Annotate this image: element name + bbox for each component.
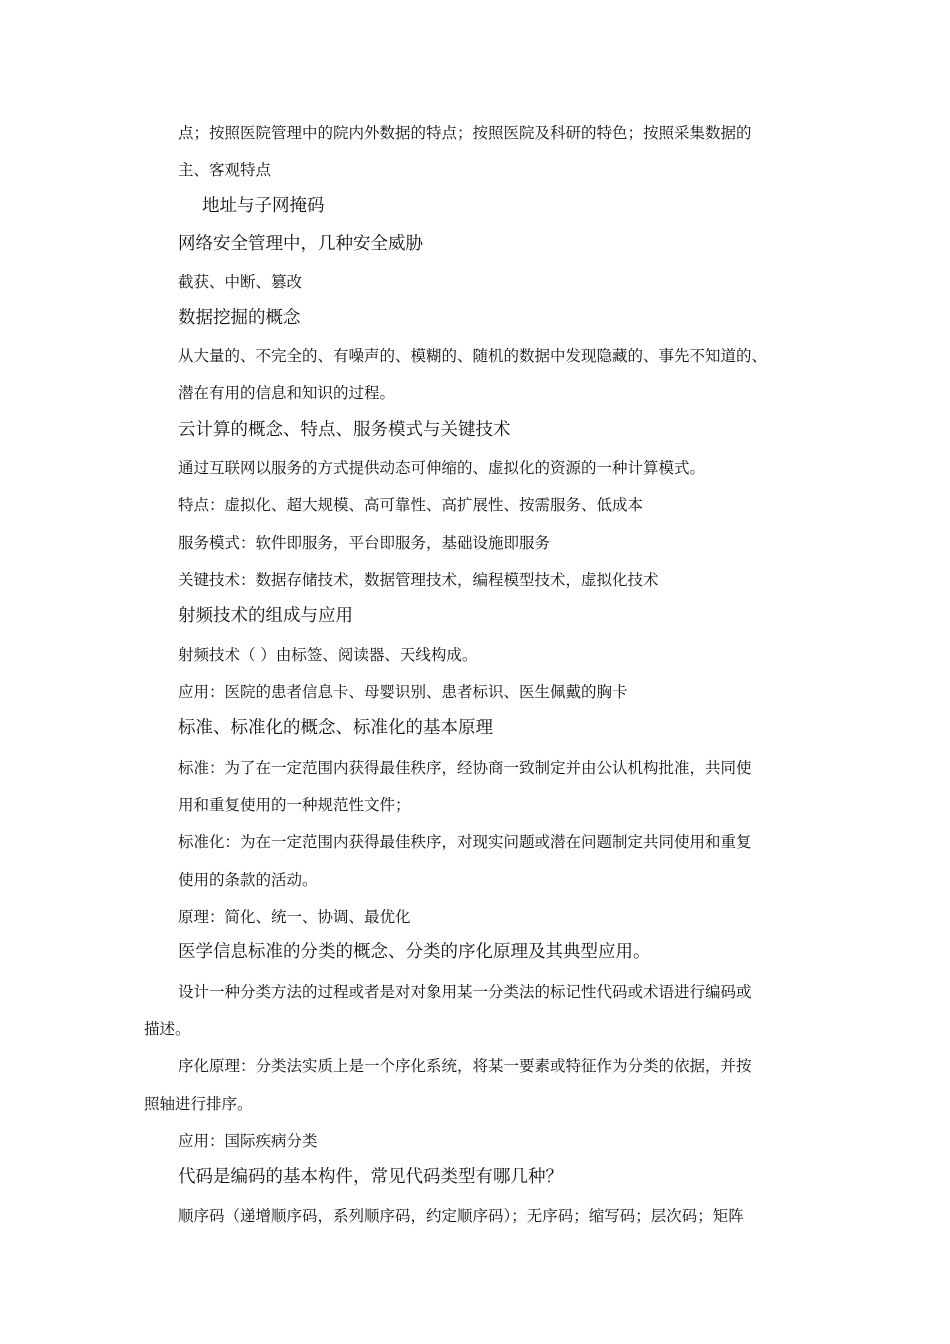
section-heading: 地址与子网掩码 <box>202 196 325 216</box>
section-heading: 射频技术的组成与应用 <box>178 606 353 626</box>
text-line: 通过互联网以服务的方式提供动态可伸缩的、虚拟化的资源的一种计算模式。 <box>178 459 706 477</box>
text-line: 描述。 <box>144 1020 191 1038</box>
text-line: 标准化：为在一定范围内获得最佳秩序，对现实问题或潜在问题制定共同使用和重复 <box>178 833 752 851</box>
text-line: 主、客观特点 <box>178 161 272 179</box>
text-line: 设计一种分类方法的过程或者是对对象用某一分类法的标记性代码或术语进行编码或 <box>178 983 752 1001</box>
section-heading: 数据挖掘的概念 <box>178 308 301 328</box>
section-heading: 代码是编码的基本构件，常见代码类型有哪几种？ <box>178 1167 563 1187</box>
text-line: 点；按照医院管理中的院内外数据的特点；按照医院及科研的特色；按照采集数据的 <box>178 124 752 142</box>
section-heading: 医学信息标准的分类的概念、分类的序化原理及其典型应用。 <box>178 942 651 962</box>
text-line: 从大量的、不完全的、有噪声的、模糊的、随机的数据中发现隐藏的、事先不知道的、 <box>178 347 768 365</box>
text-line: 照轴进行排序。 <box>144 1095 253 1113</box>
text-line: 潜在有用的信息和知识的过程。 <box>178 384 396 402</box>
text-line: 用和重复使用的一种规范性文件； <box>178 796 411 814</box>
section-heading: 网络安全管理中，几种安全威胁 <box>178 234 423 254</box>
text-line: 特点：虚拟化、超大规模、高可靠性、高扩展性、按需服务、低成本 <box>178 496 644 514</box>
text-line: 使用的条款的活动。 <box>178 871 318 889</box>
text-line: 应用：国际疾病分类 <box>178 1132 318 1150</box>
text-line: 应用：医院的患者信息卡、母婴识别、患者标识、医生佩戴的胸卡 <box>178 683 628 701</box>
section-heading: 云计算的概念、特点、服务模式与关键技术 <box>178 420 511 440</box>
text-line: 序化原理：分类法实质上是一个序化系统，将某一要素或特征作为分类的依据，并按 <box>178 1057 752 1075</box>
text-line: 标准：为了在一定范围内获得最佳秩序，经协商一致制定并由公认机构批准，共同使 <box>178 759 752 777</box>
text-line: 原理：简化、统一、协调、最优化 <box>178 908 411 926</box>
text-line: 截获、中断、篡改 <box>178 273 303 291</box>
text-line: 服务模式：软件即服务，平台即服务，基础设施即服务 <box>178 534 551 552</box>
text-line: 关键技术：数据存储技术，数据管理技术，编程模型技术，虚拟化技术 <box>178 571 659 589</box>
text-line: 射频技术（ ）由标签、阅读器、天线构成。 <box>178 646 478 664</box>
text-line: 顺序码（递增顺序码，系列顺序码，约定顺序码）；无序码；缩写码；层次码；矩阵 <box>178 1207 744 1225</box>
section-heading: 标准、标准化的概念、标准化的基本原理 <box>178 718 493 738</box>
